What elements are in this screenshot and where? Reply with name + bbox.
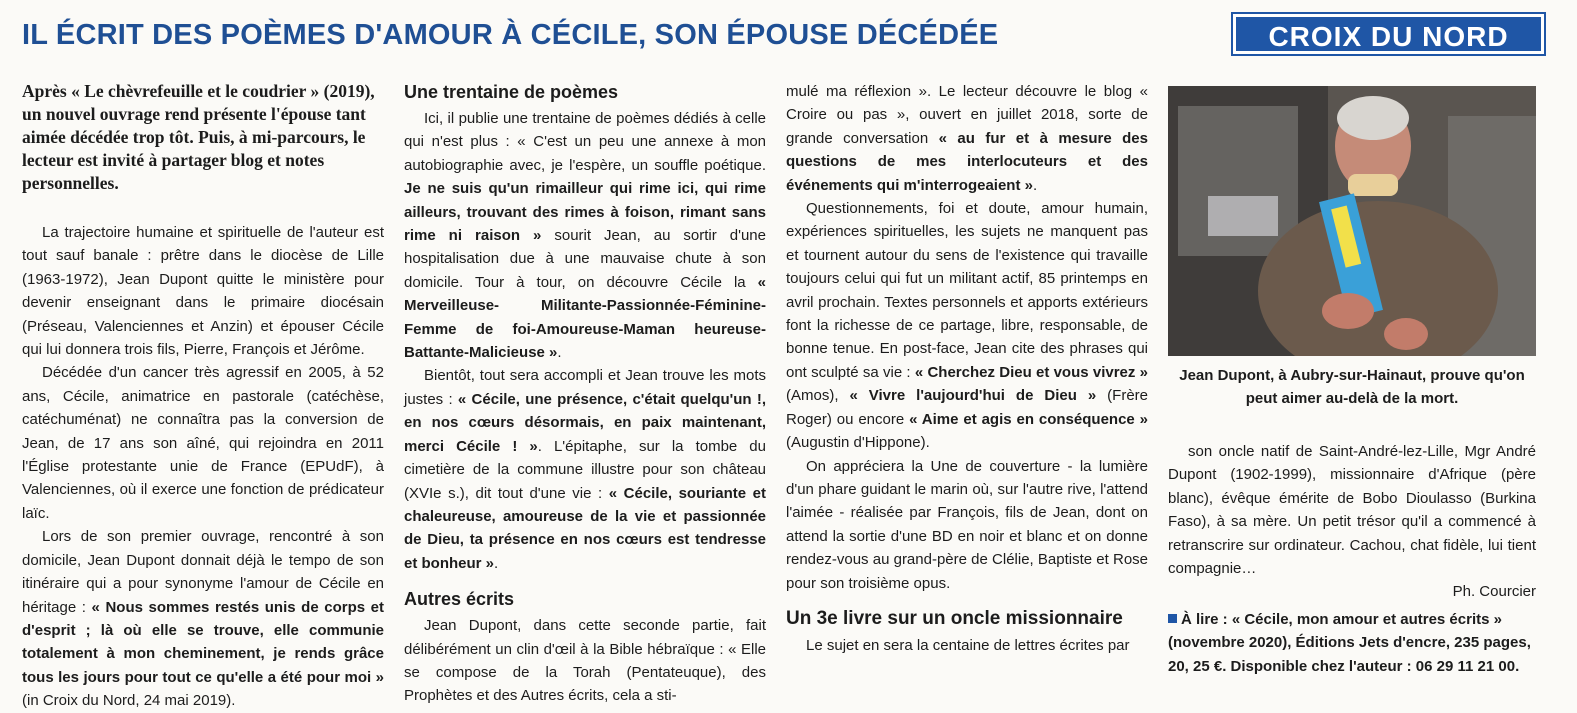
text-run: sourit Jean, au sortir d'une hospitalisation due à une mauvaise chute à son domicile. Tour à tour, on découvre Cécile la: [404, 227, 766, 291]
text-run: .: [1032, 176, 1038, 194]
book-info-text: À lire : « Cécile, mon amour et autres écrits » (novembre 2020), Éditions Jets d'encre, 235 pages, 20, 25 €. Disponible chez l'auteur : 06 29 11 21 00.: [1168, 610, 1531, 675]
paragraph: [22, 525, 384, 712]
author-signature: Ph. Courcier: [1452, 583, 1536, 601]
subheading: Une trentaine de poèmes: [404, 82, 619, 102]
book-info: [1168, 608, 1536, 678]
text-run: mulé ma réflexion ». Le lecteur découvre le blog « Croire ou pas », ouvert en juillet 2018, sorte de grande conversation: [786, 83, 1148, 147]
text-run: (Augustin d'Hippone).: [786, 434, 930, 452]
publication-logo: CROIX DU NORD: [1233, 14, 1544, 54]
text-run: (Frère Roger) ou encore: [786, 387, 1148, 428]
column-2: [404, 80, 766, 708]
quote: Je ne suis qu'un rimailleur qui rime ici, qui rime ailleurs, trouvant des rimes à foison, rimant sans rime ni raison »: [404, 180, 766, 245]
column-3: [786, 80, 1148, 657]
paragraph: son oncle natif de Saint-André-lez-Lille, Mgr André Dupont (1902-1999), missionnaire d'Afrique (père blanc), évêque émérite de Bobo Dioulasso (Burkina Faso), à sa mère. Un petit trésor qu'il a commencé à retranscrire sur ordinateur. Cachou, chat fidèle, lui tient compagnie…: [1168, 443, 1536, 578]
text-run: . L'épitaphe, sur la tombe du cimetière de la commune illustre pour son château (XVIe s.), dit tout d'une vie :: [404, 437, 766, 502]
photo-caption: Jean Dupont, à Aubry-sur-Hainaut, prouve qu'on peut aimer au-delà de la mort.: [1179, 367, 1525, 407]
quote: « Cherchez Dieu et vous vivrez »: [914, 363, 1148, 381]
paragraph: [404, 107, 766, 364]
quote: « Merveilleuse- Militante-Passionnée-Féminine-Femme de foi-Amoureuse-Maman heureuse-Battante-Malicieuse »: [404, 273, 766, 362]
text-run: Bientôt, tout sera accompli et Jean trouve les mots justes :: [404, 367, 766, 408]
text-run: .: [494, 554, 499, 572]
paragraph: [404, 364, 766, 575]
article-headline: IL ÉCRIT DES POÈMES D'AMOUR À CÉCILE, SON ÉPOUSE DÉCÉDÉE: [22, 19, 999, 51]
column-4: [1168, 82, 1536, 678]
article-lead: Après « Le chèvrefeuille et le coudrier » (2019), un nouvel ouvrage rend présente l'épouse tant aimée décédée trop tôt. Puis, à mi-parcours, le lecteur est invité à partager blog et notes personnelles.: [22, 81, 375, 193]
text-run: Lors de son premier ouvrage, rencontré à son domicile, Jean Dupont donnait déjà le tempo de son itinéraire qui a pour synonyme l'amour de Cécile en héritage :: [22, 528, 384, 616]
paragraph: [786, 197, 1148, 454]
text-run: .: [557, 344, 562, 362]
quote: « au fur et à mesure des questions de mes interlocuteurs et des événements qui m'interrogeaient »: [786, 129, 1148, 194]
quote: « Cécile, une présence, c'était quelqu'un !, en nos cœurs désormais, en paix maintenant, merci Cécile ! »: [404, 390, 766, 455]
text-run: Ici, il publie une trentaine de poèmes dédiés à celle qui n'est plus : « C'est un peu une annexe à mon autobiographie avec, je l'espère, un souffle poétique.: [404, 110, 766, 174]
text-run: (in Croix du Nord, 24 mai 2019).: [22, 692, 236, 710]
paragraph: Décédée d'un cancer très agressif en 2005, à 52 ans, Cécile, animatrice en pastorale (catéchèse, catéchuménat) ne connaîtra pas la conversion de Jean, de 17 ans son aîné, qui rejoindra en 2011 l'Église protestante unie de France (EPUdF), à Valenciennes, où il exerce une fonction de prédicateur laïc.: [22, 364, 384, 522]
text-run: Questionnements, foi et doute, amour humain, expériences spirituelles, les sujets ne manquent pas et tournent autour du sens de l'existence qui travaille toujours celui qui fut un militant actif, 85 printemps en avril prochain. Textes personnels et apports extérieurs font la richesse de ce partage, libre, responsable, de bonne tenue. En post-face, Jean cite des phrases qui ont sculpté sa vie :: [786, 200, 1148, 381]
paragraph: [786, 80, 1148, 197]
column-1: [22, 80, 384, 713]
quote: « Nous sommes restés unis de corps et d'esprit ; là où elle se trouve, elle communie totalement à mon cheminement, je rends grâce tous les jours pour tout ce qu'elle a été pour moi »: [22, 598, 384, 686]
quote: « Aime et agis en conséquence »: [909, 410, 1148, 428]
paragraph: Jean Dupont, dans cette seconde partie, fait délibérément un clin d'œil à la Bible hébraïque : « Elle se compose de la Torah (Pentateuque), des Prophètes et des Autres écrits, cela a sti-: [404, 617, 766, 705]
photo-illustration: [1168, 86, 1536, 356]
paragraph: Le sujet en sera la centaine de lettres écrites par: [806, 636, 1130, 654]
subheading: Autres écrits: [404, 589, 515, 610]
subheading: Un 3e livre sur un oncle missionnaire: [786, 607, 1123, 629]
quote: « Vivre l'aujourd'hui de Dieu »: [849, 387, 1097, 405]
paragraph: La trajectoire humaine et spirituelle de l'auteur est tout sauf banale : prêtre dans le diocèse de Lille (1963-1972), Jean Dupont quitte le ministère pour devenir enseignant dans le primaire diocésain (Préseau, Valenciennes et Anzin) et épouser Cécile qui lui donnera trois fils, Pierre, François et Jérôme.: [22, 224, 384, 359]
quote: « Cécile, souriante et chaleureuse, amoureuse de la vie et passionnée de Dieu, ta présence en nos cœurs est tendresse et bonheur »: [404, 484, 766, 572]
square-bullet-icon: [1168, 614, 1177, 623]
paragraph: On appréciera la Une de couverture - la lumière d'un phare guidant le marin où, sur l'autre rive, l'attend l'aimée - réalisée par François, fils de Jean, dont on attend la sortie d'une BD en noir et blanc et on donne rendez-vous au grand-père de Clélie, Baptiste et Rose pour son troisième opus.: [786, 457, 1148, 592]
text-run: (Amos),: [786, 387, 850, 405]
article-photo: [1168, 86, 1536, 356]
